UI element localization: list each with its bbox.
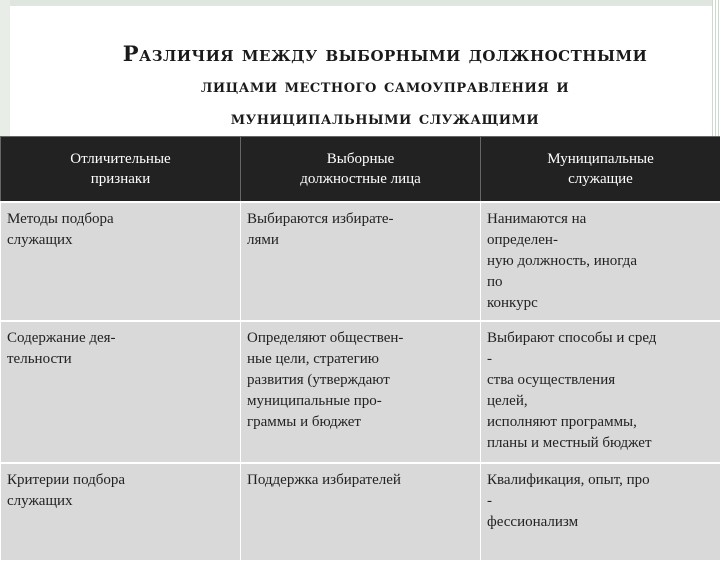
table-row: [1, 321, 720, 463]
employee-cell: Квалификация, опыт, про - фессионализм: [481, 463, 720, 561]
employee-cell: Нанимаются на определен- ную должность, иногда по конкурс: [481, 202, 720, 321]
elected-cell: Определяют обществен- ные цели, стратегию развития (утверждают муниципальные про- граммы и бюджет: [241, 321, 481, 463]
header-municipal-employees: Муниципальные служащие: [481, 137, 720, 203]
table-header-row: [1, 137, 720, 203]
title-line-2: лицами местного самоуправления и: [60, 70, 710, 102]
comparison-table: [0, 136, 720, 561]
row-label-cell: Методы подбора служащих: [1, 202, 241, 321]
header-elected-officials: Выборные должностные лица: [241, 137, 481, 203]
elected-cell: Выбираются избирате- лями: [241, 202, 481, 321]
slide-title: [60, 38, 710, 130]
title-line-3: муниципальными служащими: [60, 102, 710, 134]
table-row: [1, 202, 720, 321]
row-label-cell: Содержание дея- тельности: [1, 321, 241, 463]
table-row: [1, 463, 720, 561]
elected-cell: Поддержка избирателей: [241, 463, 481, 561]
row-label-cell: Критерии подбора служащих: [1, 463, 241, 561]
employee-cell: Выбирают способы и сред - ства осуществления целей, исполняют программы, планы и местный бюджет: [481, 321, 720, 463]
title-line-1: Различия между выборными должностными: [60, 38, 710, 70]
header-distinctive-features: Отличительные признаки: [1, 137, 241, 203]
decorative-top-stripe: [10, 0, 720, 6]
